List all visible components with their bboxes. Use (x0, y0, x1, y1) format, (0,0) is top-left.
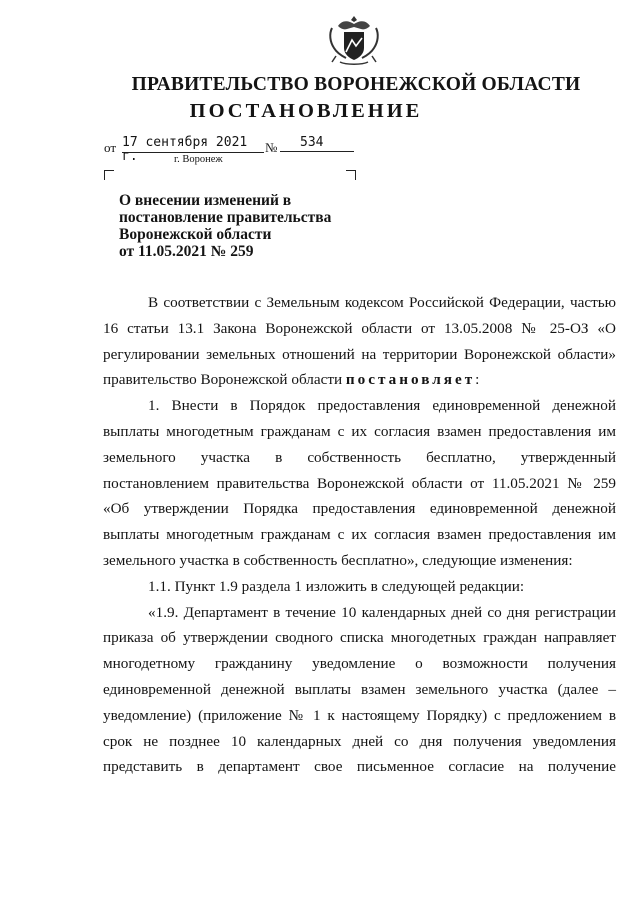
subject-line: от 11.05.2021 № 259 (119, 243, 254, 260)
subject-line: Воронежской области (119, 226, 272, 243)
body-line: 16 статьи 13.1 Закона Воронежской области от 13.05.2008 № 25-ОЗ «О (103, 319, 616, 337)
body-text: : (475, 371, 480, 389)
document-date: 17 сентября 2021 г. (122, 136, 264, 153)
body-line: 1.1. Пункт 1.9 раздела 1 изложить в следующей редакции: (148, 577, 525, 595)
body-line: земельного участка в собственность бесплатно, утвержденный (103, 448, 616, 466)
body-line: уведомление) (приложение № 1 к настоящему Порядку) с предложением в (103, 706, 616, 724)
document-type-title: ПОСТАНОВЛЕНИЕ (189, 100, 423, 122)
subject-line: О внесении изменений в (119, 192, 292, 209)
decree-verb: постановляет (345, 371, 476, 389)
body-line: 1. Внести в Порядок предоставления единовременной денежной (148, 397, 616, 415)
document-number: 534 (280, 136, 354, 152)
body-line: В соответствии с Земельным кодексом Российской Федерации, частью (148, 294, 616, 311)
body-line (103, 367, 616, 393)
dateline (104, 136, 364, 166)
body-line: земельного участка в собственность бесплатно», следующие изменения: (103, 551, 573, 569)
number-sign: № (265, 140, 278, 155)
body-line: представить в департамент свое письменное согласие на получение (103, 758, 616, 776)
subject-line: постановление правительства (119, 209, 332, 226)
body-line: выплаты многодетным гражданам с их согласия взамен предоставления им (103, 422, 616, 440)
corner-bracket-right (346, 170, 356, 180)
document-subject (119, 192, 359, 260)
corner-bracket-left (104, 170, 114, 180)
date-prefix: от (104, 140, 117, 155)
body-line: многодетному гражданину уведомление о возможности получения (103, 655, 616, 673)
body-line: «Об утверждении Порядка предоставления единовременной денежной (103, 500, 616, 518)
body-line: постановлением правительства Воронежской области от 11.05.2021 № 259 (103, 474, 616, 492)
coat-of-arms-emblem (326, 12, 382, 68)
city-label: г. Воронеж (174, 154, 223, 165)
body-text: правительство Воронежской области (103, 371, 346, 389)
body-line: срок не позднее 10 календарных дней со дня получения уведомления (103, 732, 616, 750)
government-title: ПРАВИТЕЛЬСТВО ВОРОНЕЖСКОЙ ОБЛАСТИ (131, 74, 581, 95)
body-line: «1.9. Департамент в течение 10 календарных дней со дня регистрации (148, 603, 616, 621)
body-line: приказа об утверждении сводного списка многодетных граждан направляет (103, 629, 616, 647)
body-line: единовременной денежной выплаты взамен земельного участка (далее – (103, 680, 616, 698)
body-line: регулировании земельных отношений на территории Воронежской области» (103, 345, 616, 363)
document-body (103, 290, 616, 780)
body-line: выплаты многодетным гражданам с их согласия взамен предоставления им (103, 526, 616, 544)
